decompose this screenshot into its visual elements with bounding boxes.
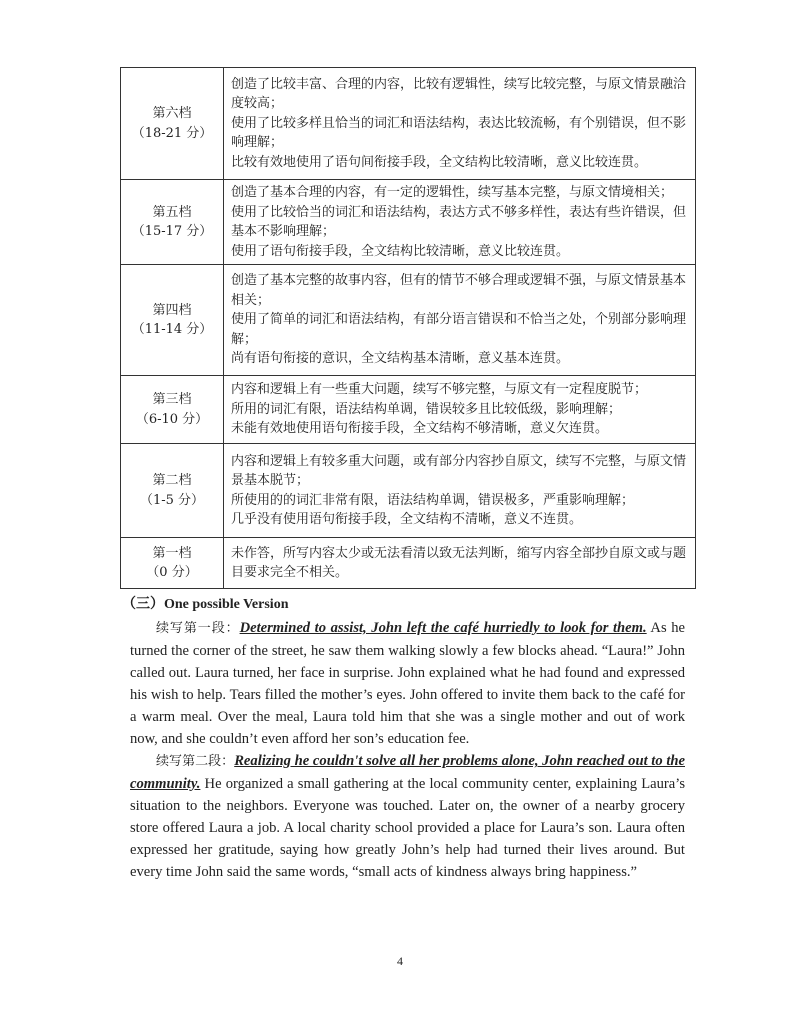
criterion-line: 使用了比较多样且恰当的词汇和语法结构，表达比较流畅，有个别错误，但不影响理解； [231, 115, 687, 151]
level-score: （15-17 分） [131, 224, 213, 239]
level-name: 第二档 [152, 473, 192, 488]
paragraph-label: 续写第二段： [156, 754, 235, 769]
paragraph-label: 续写第一段： [156, 621, 240, 636]
rubric-row [121, 68, 696, 180]
criterion-line: 几乎没有使用语句衔接手段，全文结构不清晰，意义不连贯。 [231, 512, 583, 527]
criterion-line: 尚有语句衔接的意识，全文结构基本清晰，意义基本连贯。 [231, 351, 570, 367]
level-name: 第四档 [152, 302, 192, 318]
level-score: （11-14 分） [131, 322, 213, 337]
criterion-line: 内容和逻辑上有较多重大问题，或有部分内容抄自原文，续写不完整，与原文情景基本脱节； [231, 453, 687, 488]
criterion-line: 创造了比较丰富、合理的内容，比较有逻辑性，续写比较完整，与原文情景融洽度较高； [231, 76, 687, 112]
level-cell [121, 180, 224, 265]
rubric-row [121, 265, 696, 376]
scoring-rubric-table [120, 67, 696, 589]
lead-sentence: Realizing he couldn't solve all her problems alone, John reached out to the community. [130, 753, 685, 792]
criterion-line: 使用了语句衔接手段，全文结构比较清晰，意义比较连贯。 [231, 243, 570, 259]
criterion-line: 创造了基本完整的故事内容，但有的情节不够合理或逻辑不强，与原文情景基本相关； [231, 273, 687, 308]
description-cell [224, 265, 696, 376]
level-name: 第六档 [152, 106, 192, 121]
description-cell [224, 444, 696, 538]
level-score: （6-10 分） [135, 411, 209, 427]
description-cell [224, 376, 696, 444]
level-cell [121, 538, 224, 589]
criterion-line: 内容和逻辑上有一些重大问题，续写不够完整，与原文有一定程度脱节； [231, 382, 648, 398]
paragraph-2 [130, 750, 685, 883]
rubric-row [121, 376, 696, 444]
level-cell [121, 265, 224, 376]
criterion-line: 使用了简单的词汇和语法结构，有部分语言错误和不恰当之处，个别部分影响理解； [231, 312, 687, 347]
criterion-line: 所使用的的词汇非常有限，语法结构单调，错误极多，严重影响理解； [231, 492, 635, 508]
criterion-line: 未能有效地使用语句衔接手段，全文结构不够清晰，意义欠连贯。 [231, 421, 609, 437]
level-name: 第一档 [152, 545, 192, 561]
level-name: 第五档 [152, 204, 192, 220]
level-score: （18-21 分） [131, 125, 213, 141]
criterion-line: 所用的词汇有限，语法结构单调，错误较多且比较低级，影响理解； [231, 401, 622, 417]
criterion-line: 比较有效地使用了语句间衔接手段，全文结构比较清晰，意义比较连贯。 [231, 154, 648, 170]
criterion-line: 使用了比较恰当的词汇和语法结构，表达方式不够多样性，表达有些许错误，但基本不影响理解； [231, 204, 687, 239]
level-cell [121, 444, 224, 538]
description-cell [224, 180, 696, 265]
paragraph-1 [130, 617, 685, 750]
criterion-line: 未作答，所写内容太少或无法看清以致无法判断，缩写内容全部抄自原文或与题目要求完全不相关。 [231, 545, 687, 580]
level-cell [121, 68, 224, 180]
level-score: （0 分） [146, 565, 198, 580]
paragraph-body: He organized a small gathering at the local community center, explaining Laura’s situation to the neighbors. Everyone was touched. Later on, the owner of a nearby grocery store offered Laura a job. A local charity school provided a place for Laura’s son. Laura often expressed her gratitude, saying how greatly John’s help had turned their lives around. But every time John said the same words, “small acts of kindness always bring happiness.” [130, 776, 685, 880]
rubric-row [121, 180, 696, 265]
description-cell [224, 68, 696, 180]
lead-sentence: Determined to assist, John left the café hurriedly to look for them. [239, 620, 647, 636]
page-number: 4 [397, 954, 403, 968]
description-cell [224, 538, 696, 589]
rubric-row [121, 538, 696, 589]
level-score: （1-5 分） [139, 492, 205, 508]
section-title: （三）One possible Version [122, 597, 289, 612]
paragraph-body: As he turned the corner of the street, he saw them walking slowly a few blocks ahead. “Laura!” John called out. Laura turned, her face in surprise. John explained what he had found and expressed his wish to help. Tears filled the mother’s eyes. John offered to invite them back to the café for a warm meal. Over the meal, Laura told him that she was a single mother and out of work now, and she couldn’t even afford her son’s education fee. [130, 620, 685, 747]
level-name: 第三档 [152, 392, 192, 407]
criterion-line: 创造了基本合理的内容，有一定的逻辑性，续写基本完整，与原文情境相关； [231, 185, 674, 200]
rubric-row [121, 444, 696, 538]
level-cell [121, 376, 224, 444]
